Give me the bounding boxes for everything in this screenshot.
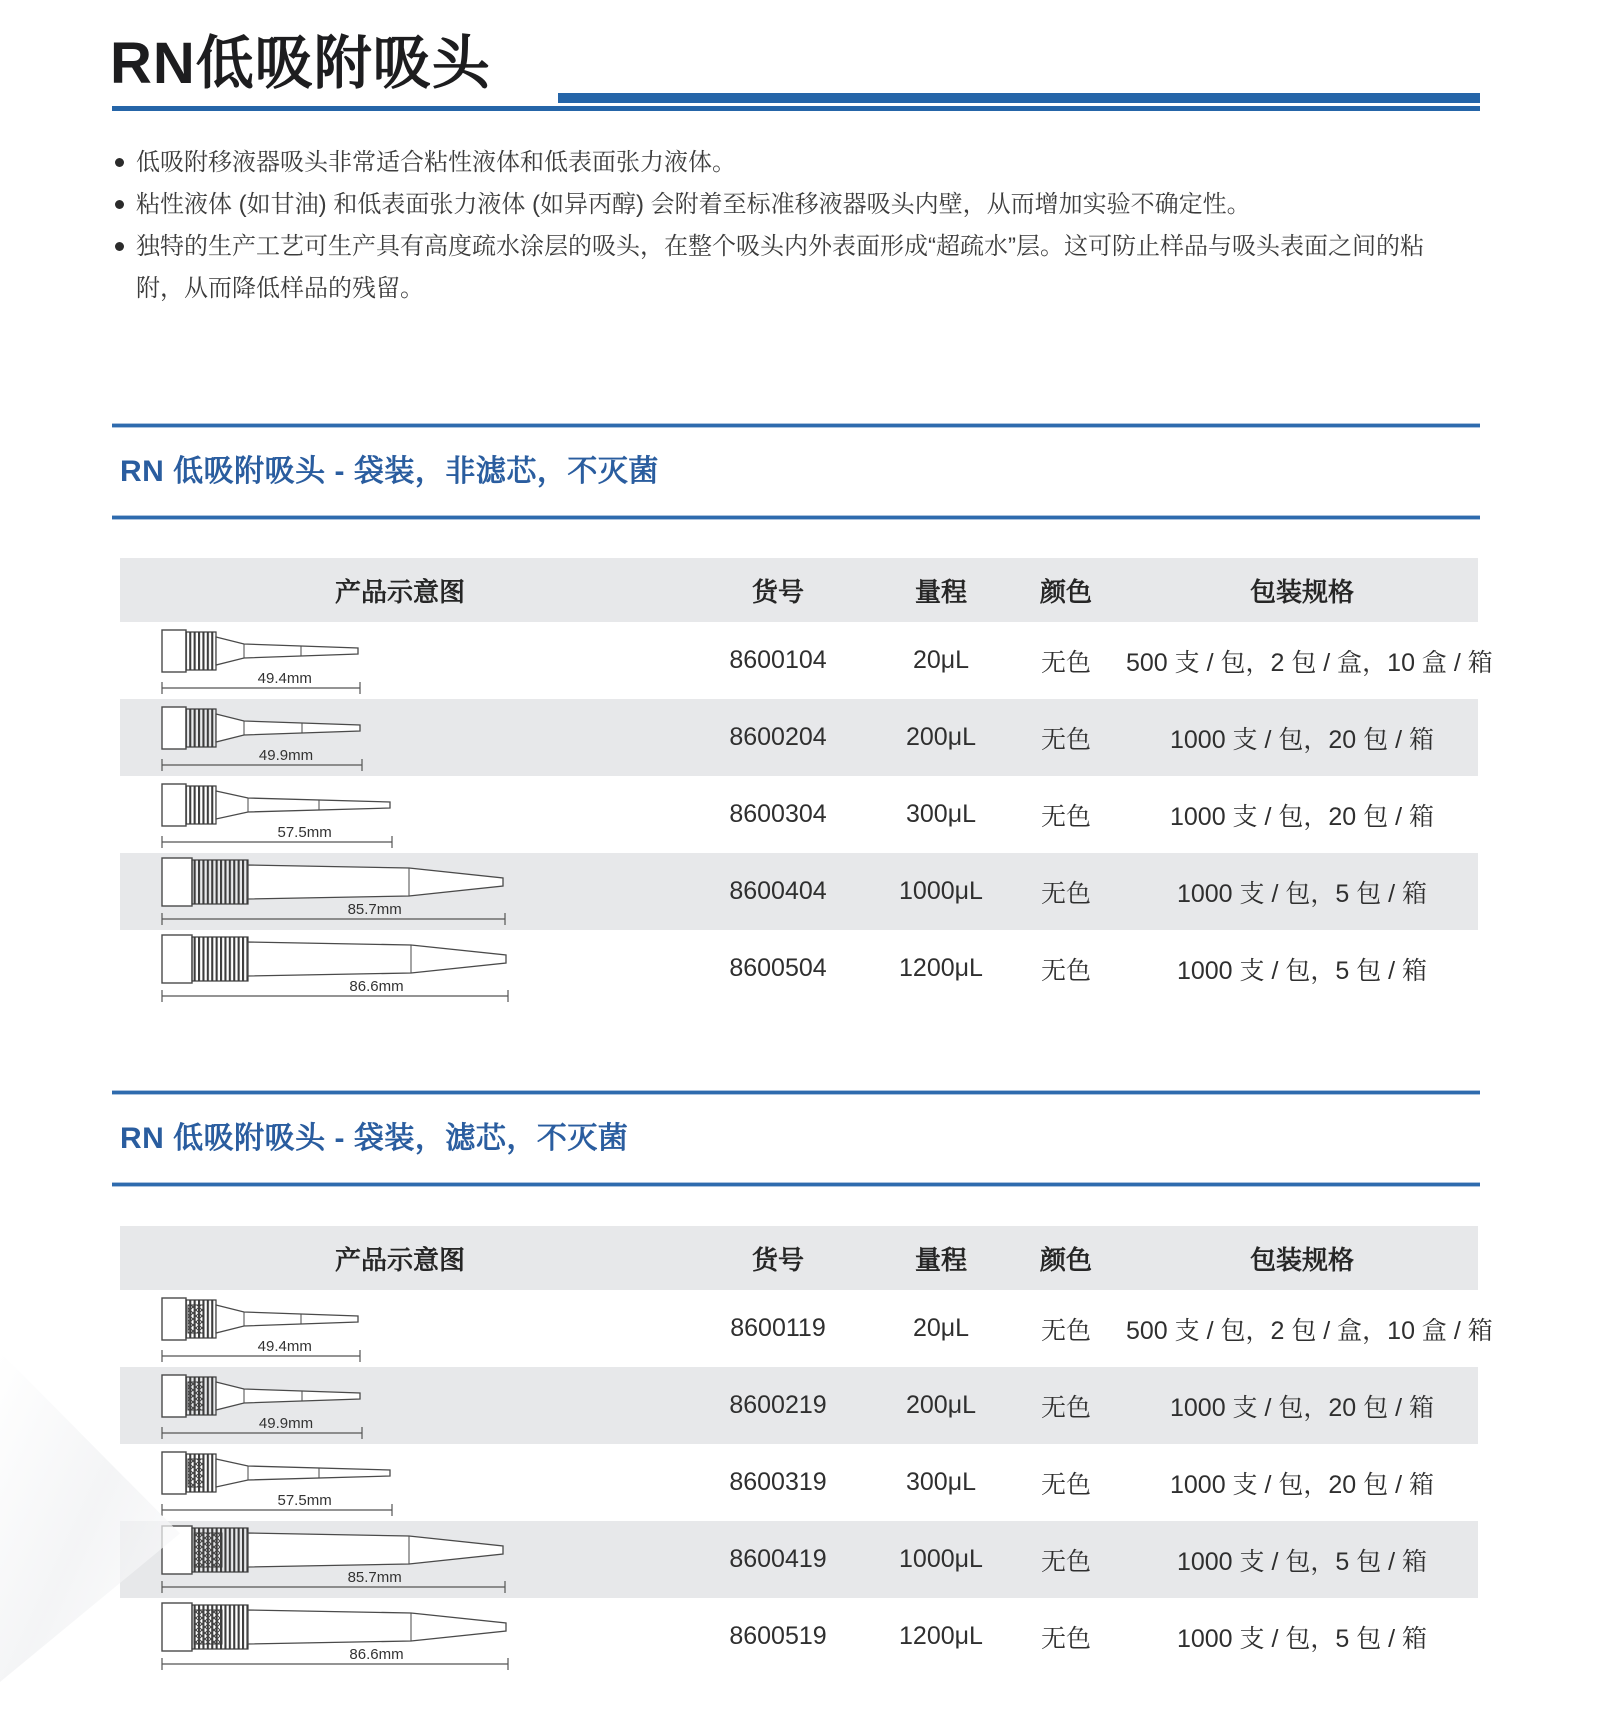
tip-diagram-cell [120,1446,680,1520]
tip-diagram-cell [120,1600,680,1674]
tip-color: 无色 [1040,1393,1091,1422]
packaging-spec: 1000 支 / 包，20 包 / 箱 [1170,802,1434,831]
column-header: 包装规格 [1249,576,1354,607]
title-underline-thin-bar [112,106,1480,111]
column-header: 产品示意图 [334,1244,465,1275]
catalog-number: 8600104 [729,646,827,674]
tip-length-label: 85.7mm [347,1568,402,1586]
tip-color: 无色 [1040,1470,1091,1499]
catalog-number: 8600404 [729,877,827,905]
volume-range: 300μL [905,1468,977,1496]
pipette-tip-diagram [154,1369,372,1443]
tip-diagram-cell [120,932,680,1006]
pipette-tip-diagram [154,778,402,852]
section-heading-0: RN 低吸附吸头 - 袋装，非滤芯，不灭菌 [120,455,659,488]
tip-length-label: 49.9mm [258,746,314,764]
tip-length-label: 86.6mm [349,977,404,995]
column-header: 颜色 [1039,1244,1092,1275]
tip-length-label: 49.4mm [257,1337,312,1355]
product-table-nonfilter [120,558,1493,1007]
table-row [120,1598,1478,1675]
tip-diagram-cell [120,778,680,852]
tip-length-label: 49.9mm [258,1414,314,1432]
table-row [120,1521,1478,1598]
catalog-number: 8600204 [729,723,827,751]
section-rule [112,424,1480,427]
section-head-1 [112,1091,1480,1186]
packaging-spec: 1000 支 / 包，20 包 / 箱 [1170,725,1434,754]
table-header-row [120,1226,1478,1290]
table-row [120,930,1478,1007]
table-row [120,1367,1478,1444]
tip-length-label: 86.6mm [349,1645,404,1663]
pipette-tip-diagram [154,1523,515,1597]
tip-diagram-cell [120,624,680,698]
volume-range: 300μL [905,800,977,828]
catalog-number: 8600304 [729,800,827,828]
column-header: 货号 [751,576,804,607]
tip-color: 无色 [1040,956,1091,985]
catalog-number: 8600419 [729,1545,827,1573]
packaging-spec: 1000 支 / 包，20 包 / 箱 [1170,1393,1434,1422]
volume-range: 1200μL [899,1622,983,1650]
volume-range: 1200μL [899,954,983,982]
tip-diagram-cell [120,1369,680,1443]
tip-diagram-cell [120,1523,680,1597]
catalog-number: 8600319 [729,1468,827,1496]
volume-range: 200μL [905,1391,977,1419]
table-row [120,622,1493,699]
pipette-tip-diagram [154,701,372,775]
tip-color: 无色 [1040,725,1091,754]
pipette-tip-diagram [154,624,370,698]
title-block [110,31,1480,115]
table-row [120,853,1478,930]
packaging-spec: 1000 支 / 包，5 包 / 箱 [1176,1624,1428,1653]
column-header: 量程 [914,576,967,607]
title-underline [110,93,1480,115]
tip-diagram-cell [120,855,680,929]
pipette-tip-diagram [154,932,518,1006]
pipette-tip-diagram [154,1292,370,1366]
catalog-number: 8600119 [730,1314,826,1342]
tip-color: 无色 [1040,648,1091,677]
volume-range: 20μL [912,646,970,674]
column-header: 量程 [914,1244,967,1275]
title-underline-thick-bar [558,93,1480,103]
tip-color: 无色 [1040,1547,1091,1576]
column-header: 包装规格 [1249,1244,1354,1275]
tip-length-label: 57.5mm [277,823,332,841]
catalog-number: 8600219 [729,1391,827,1419]
column-header: 产品示意图 [334,576,465,607]
section-rule [112,1183,1480,1186]
pipette-tip-diagram [154,855,515,929]
intro-bullet: 粘性液体 (如甘油) 和低表面张力液体 (如异丙醇) 会附着至标准移液器吸头内壁，从而增加实验不确定性。 [112,184,1460,226]
packaging-spec: 1000 支 / 包，5 包 / 箱 [1176,956,1428,985]
section-head-0 [112,424,1480,519]
tip-length-label: 49.4mm [257,669,312,687]
packaging-spec: 500 支 / 包，2 包 / 盒，10 盒 / 箱 [1126,648,1493,677]
tip-diagram-cell [120,701,680,775]
volume-range: 1000μL [899,1545,983,1573]
pipette-tip-diagram [154,1600,518,1674]
tip-color: 无色 [1040,802,1091,831]
section-heading-1: RN 低吸附吸头 - 袋装，滤芯，不灭菌 [120,1122,629,1155]
intro-bullet: 独特的生产工艺可生产具有高度疏水涂层的吸头，在整个吸头内外表面形成“超疏水”层。这可防止样品与吸头表面之间的粘附，从而降低样品的残留。 [112,226,1460,310]
packaging-spec: 1000 支 / 包，5 包 / 箱 [1176,1547,1428,1576]
table-body [120,1290,1493,1675]
volume-range: 20μL [912,1314,970,1342]
packaging-spec: 1000 支 / 包，20 包 / 箱 [1170,1470,1434,1499]
section-rule [112,516,1480,519]
tip-diagram-cell [120,1292,680,1366]
tip-length-label: 85.7mm [347,900,402,918]
tip-color: 无色 [1040,879,1091,908]
tip-length-label: 57.5mm [277,1491,332,1509]
page-title: RN低吸附吸头 [110,31,491,96]
table-row [120,776,1478,853]
table-header-row [120,558,1478,622]
product-table-filter [120,1226,1493,1675]
packaging-spec: 1000 支 / 包，5 包 / 箱 [1176,879,1428,908]
pipette-tip-diagram [154,1446,402,1520]
catalog-number: 8600519 [729,1622,827,1650]
table-row [120,1290,1493,1367]
table-body [120,622,1493,1007]
volume-range: 1000μL [899,877,983,905]
tip-color: 无色 [1040,1624,1091,1653]
table-row [120,699,1478,776]
column-header: 颜色 [1039,576,1092,607]
tip-color: 无色 [1040,1316,1091,1345]
intro-bullet: 低吸附移液器吸头非常适合粘性液体和低表面张力液体。 [112,142,1460,184]
section-rule [112,1091,1480,1094]
column-header: 货号 [751,1244,804,1275]
volume-range: 200μL [905,723,977,751]
catalog-number: 8600504 [729,954,827,982]
table-row [120,1444,1478,1521]
packaging-spec: 500 支 / 包，2 包 / 盒，10 盒 / 箱 [1126,1316,1493,1345]
intro-bullet-list [112,142,1460,310]
